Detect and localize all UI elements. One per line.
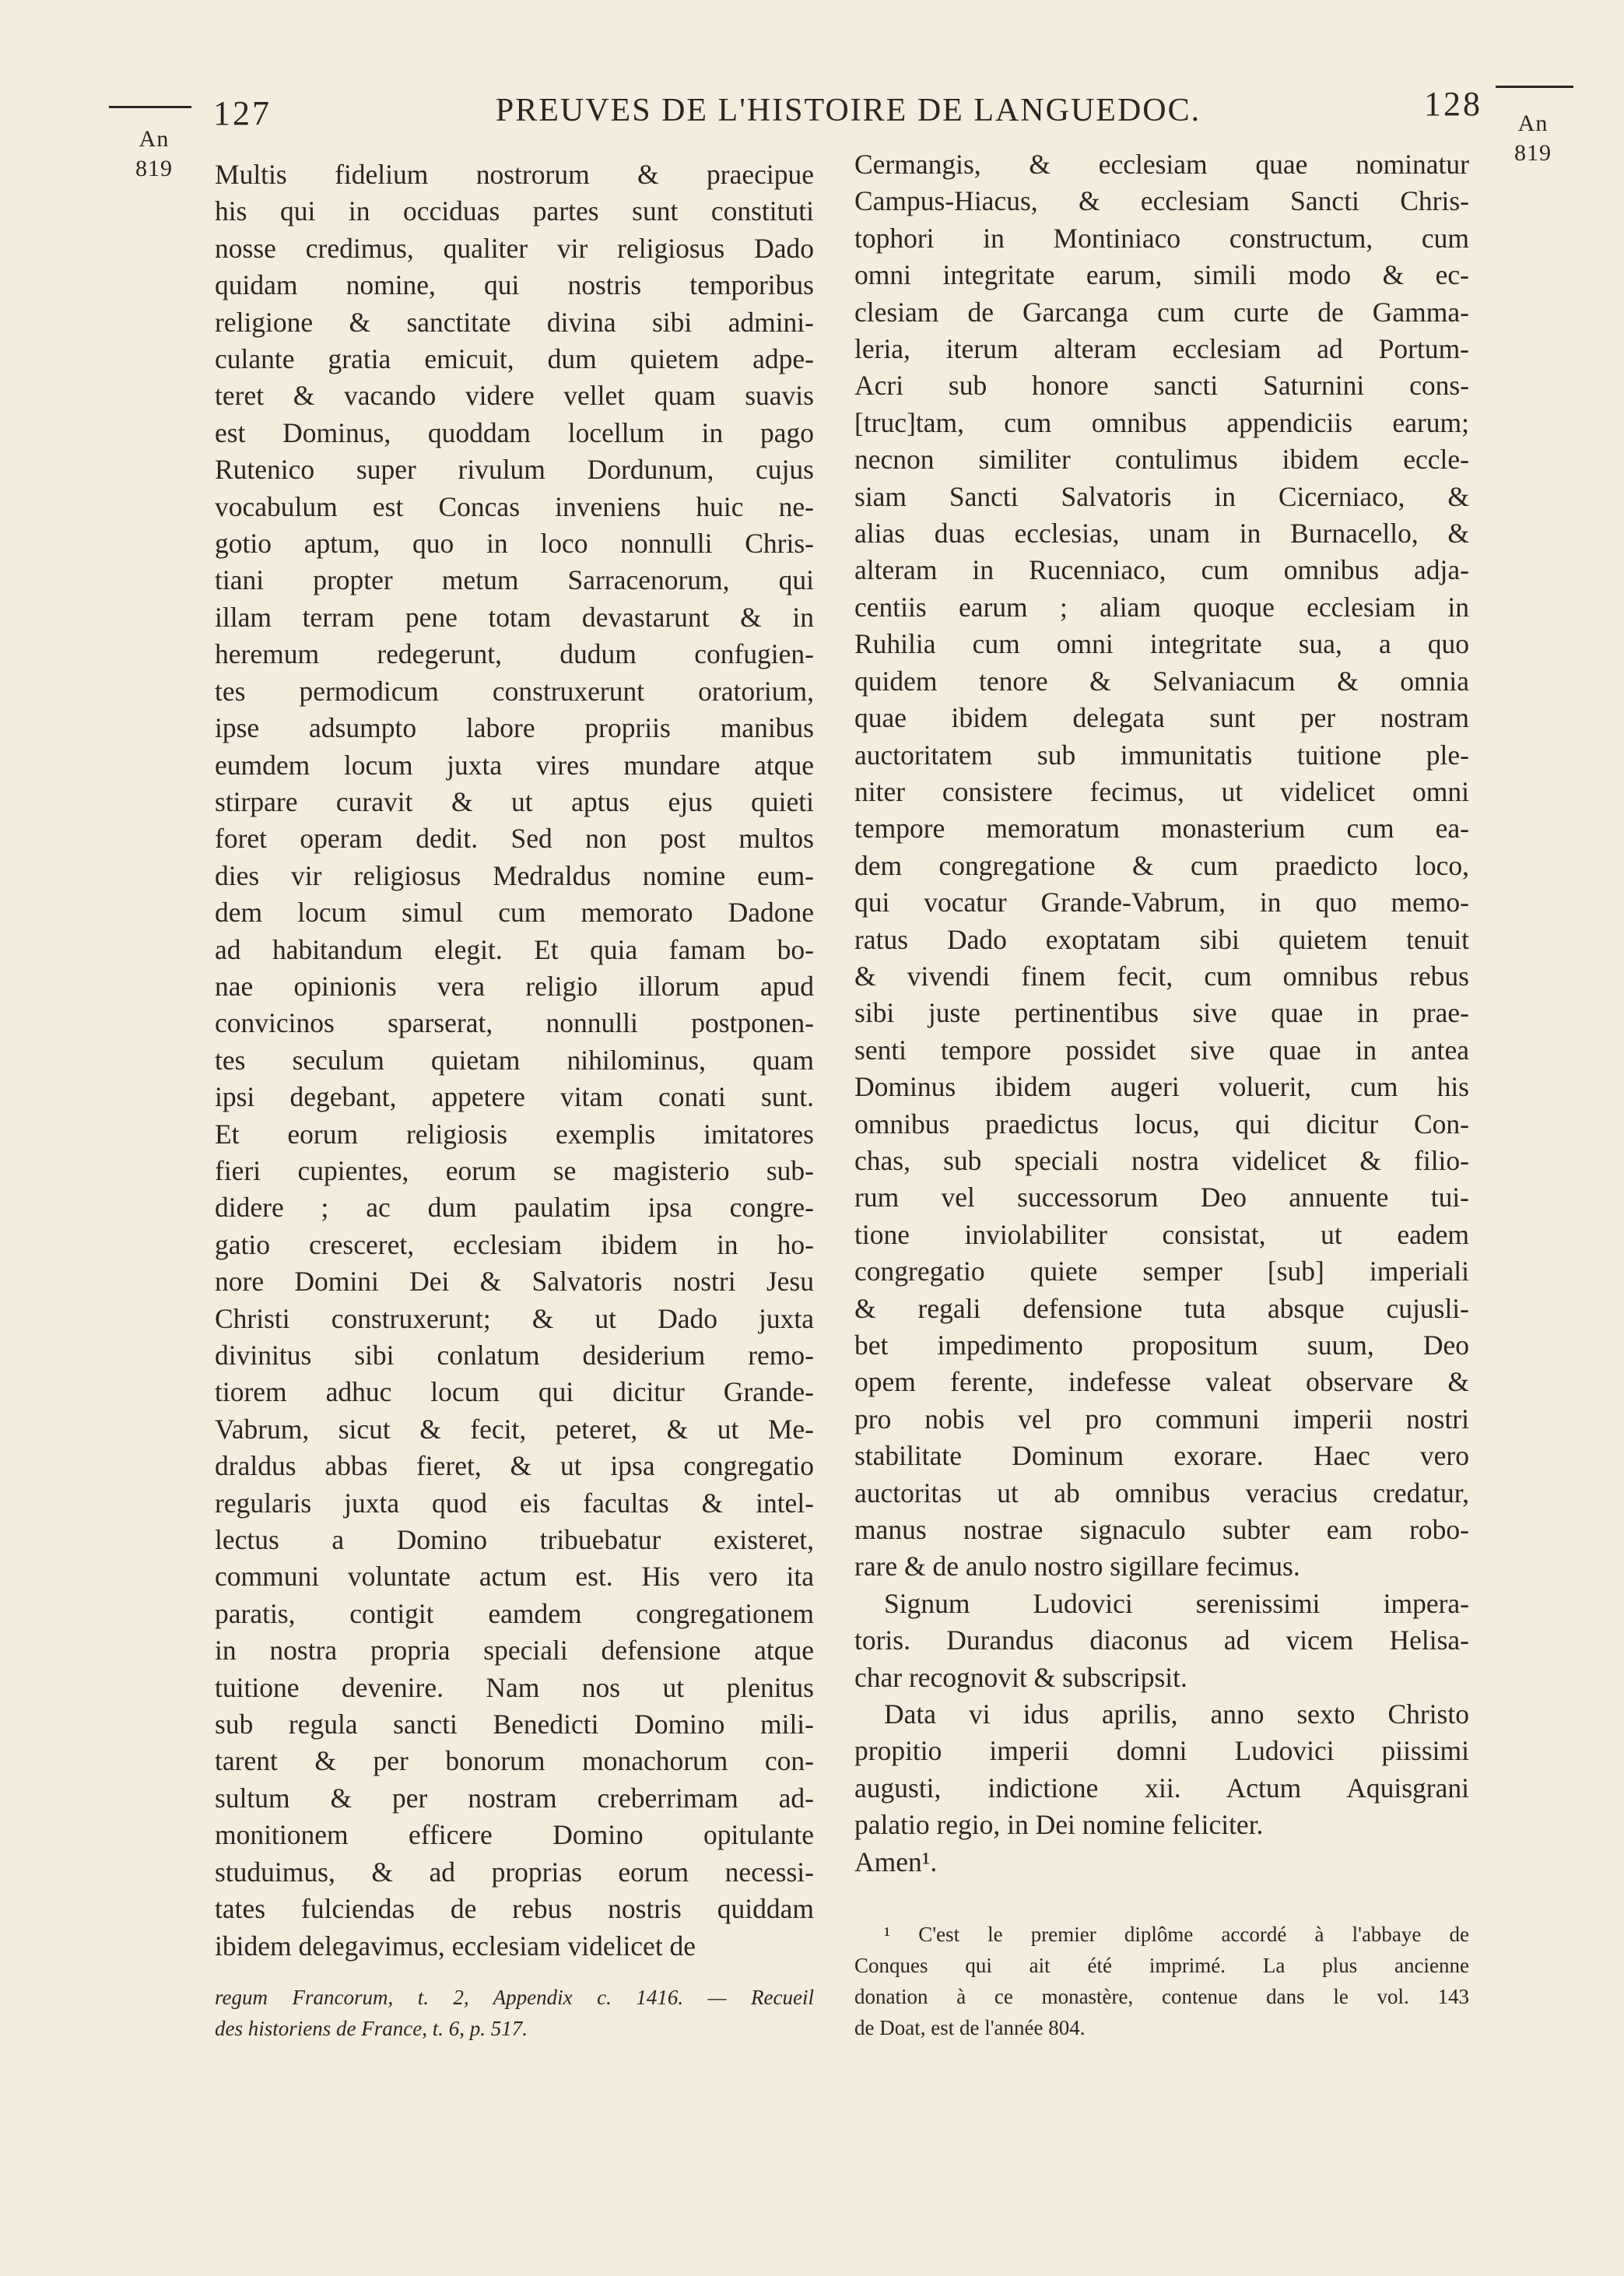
margin-rule-right bbox=[1496, 86, 1573, 88]
left-column-line: regularis juxta quod eis facultas & intel- bbox=[215, 1487, 814, 1519]
left-column-line: tiorem adhuc locum qui dicitur Grande- bbox=[215, 1376, 814, 1408]
signature-line: toris. Durandus diaconus ad vicem Helisa- bbox=[854, 1624, 1469, 1656]
footnote-right-line: ¹ C'est le premier diplôme accordé à l'abbaye de bbox=[884, 1923, 1469, 1946]
margin-rule-left bbox=[109, 106, 191, 108]
page-number-right: 128 bbox=[1424, 85, 1482, 123]
left-column-line: dies vir religiosus Medraldus nomine eum- bbox=[215, 859, 814, 891]
left-column-line: teret & vacando videre vellet quam suavis bbox=[215, 380, 814, 412]
margin-year-right bbox=[1502, 109, 1564, 168]
left-column-line: religione & sanctitate divina sibi admini- bbox=[215, 306, 814, 338]
footnote-right-line: de Doat, est de l'année 804. bbox=[854, 2016, 1086, 2039]
footnote-left bbox=[215, 1982, 814, 2044]
signature-line: char recognovit & subscripsit. bbox=[854, 1661, 1187, 1693]
left-column-line: nosse credimus, qualiter vir religiosus Dado bbox=[215, 232, 814, 264]
left-column-line: ipsi degebant, appetere vitam conati sunt. bbox=[215, 1081, 814, 1113]
footnote-right-line: Conques qui ait été imprimé. La plus ancienne bbox=[854, 1954, 1469, 1977]
left-column-line: studuimus, & ad proprias eorum necessi- bbox=[215, 1856, 814, 1888]
right-column-line: Acri sub honore sancti Saturnini cons- bbox=[854, 370, 1469, 402]
right-column-line: ratus Dado exoptatam sibi quietem tenuit bbox=[854, 923, 1469, 955]
left-column-line: ibidem delegavimus, ecclesiam videlicet de bbox=[215, 1930, 696, 1962]
right-column-line: Ruhilia cum omni integritate sua, a quo bbox=[854, 628, 1469, 660]
dating-line: propitio imperii domni Ludovici piissimi bbox=[854, 1735, 1469, 1767]
right-column-line: pro nobis vel pro communi imperii nostri bbox=[854, 1403, 1469, 1435]
right-column-line: quidem tenore & Selvaniacum & omnia bbox=[854, 665, 1469, 697]
left-column-line: Vabrum, sicut & fecit, peteret, & ut Me- bbox=[215, 1413, 814, 1445]
left-column-line: heremum redegerunt, dudum confugien- bbox=[215, 638, 814, 670]
left-column-line: divinitus sibi conlatum desiderium remo- bbox=[215, 1340, 814, 1371]
left-column-line: est Dominus, quoddam locellum in pago bbox=[215, 416, 814, 448]
dating-line: augusti, indictione xii. Actum Aquisgrani bbox=[854, 1772, 1469, 1804]
right-column-line: & regali defensione tuta absque cujusli- bbox=[854, 1292, 1469, 1324]
right-column-line: omni integritate earum, simili modo & ec- bbox=[854, 259, 1469, 291]
right-column-line: leria, iterum alteram ecclesiam ad Portum- bbox=[854, 333, 1469, 365]
left-column-line: in nostra propria speciali defensione atque bbox=[215, 1635, 814, 1667]
right-column-line: opem ferente, indefesse valeat observare & bbox=[854, 1366, 1469, 1398]
right-column-line: clesiam de Garcanga cum curte de Gamma- bbox=[854, 296, 1469, 328]
left-column-line: nae opinionis vera religio illorum apud bbox=[215, 970, 814, 1002]
left-column-line: sultum & per nostram creberrimam ad- bbox=[215, 1782, 814, 1814]
left-column-line: vocabulum est Concas inveniens huic ne- bbox=[215, 490, 814, 522]
margin-year-left bbox=[123, 125, 185, 184]
right-column-line: quae ibidem delegata sunt per nostram bbox=[854, 702, 1469, 734]
right-column-line: Cermangis, & ecclesiam quae nominatur bbox=[854, 149, 1469, 180]
left-column-line: ad habitandum elegit. Et quia famam bo- bbox=[215, 933, 814, 965]
left-column-line: quidam nomine, qui nostris temporibus bbox=[215, 269, 814, 301]
right-column-line: dem congregatione & cum praedicto loco, bbox=[854, 849, 1469, 881]
right-column-line: rare & de anulo nostro sigillare fecimus. bbox=[854, 1551, 1300, 1582]
left-column-line: dem locum simul cum memorato Dadone bbox=[215, 897, 814, 929]
right-column-line: tione inviolabiliter consistat, ut eadem bbox=[854, 1218, 1469, 1250]
dating-line: Amen¹. bbox=[854, 1846, 938, 1877]
right-column-line: senti tempore possidet sive quae in antea bbox=[854, 1034, 1469, 1066]
charter-text bbox=[854, 146, 1469, 1586]
left-column-line: ipse adsumpto labore propriis manibus bbox=[215, 712, 814, 744]
right-column-line: necnon similiter contulimus ibidem eccle- bbox=[854, 444, 1469, 476]
left-column-line: tiani propter metum Sarracenorum, qui bbox=[215, 564, 814, 596]
right-column-line: rum vel successorum Deo annuente tui- bbox=[854, 1182, 1469, 1214]
right-column-line: manus nostrae signaculo subter eam robo- bbox=[854, 1514, 1469, 1546]
footnote-right-line: donation à ce monastère, contenue dans le vol. 143 bbox=[854, 1985, 1469, 2008]
left-column-line: tes seculum quietam nihilominus, quam bbox=[215, 1044, 814, 1076]
left-column-line: nore Domini Dei & Salvatoris nostri Jesu bbox=[215, 1266, 814, 1298]
footnote-left-line: regum Francorum, t. 2, Appendix c. 1416. — Recueil bbox=[215, 1986, 814, 2009]
running-header: PREUVES DE L'HISTOIRE DE LANGUEDOC. bbox=[495, 93, 1201, 128]
left-column-line: Et eorum religiosis exemplis imitatores bbox=[215, 1118, 814, 1150]
right-column-line: bet impedimento propositum suum, Deo bbox=[854, 1329, 1469, 1361]
right-column-line: sibi juste pertinentibus sive quae in prae- bbox=[854, 997, 1469, 1029]
right-column-line: [truc]tam, cum omnibus appendiciis earum; bbox=[854, 406, 1469, 438]
left-column-line: lectus a Domino tribuebatur existeret, bbox=[215, 1524, 814, 1556]
left-column-line: paratis, contigit eamdem congregationem bbox=[215, 1597, 814, 1629]
left-column-line: communi voluntate actum est. His vero ita bbox=[215, 1561, 814, 1593]
right-column-line: auctoritas ut ab omnibus veracius credatur, bbox=[854, 1477, 1469, 1509]
dating-line: Data vi idus aprilis, anno sexto Christo bbox=[884, 1698, 1469, 1730]
left-column-line: Christi construxerunt; & ut Dado juxta bbox=[215, 1302, 814, 1334]
margin-year-right-value: 819 bbox=[1514, 140, 1552, 166]
right-column-line: congregatio quiete semper [sub] imperiali bbox=[854, 1256, 1469, 1287]
left-column-line: culante gratia emicuit, dum quietem adpe- bbox=[215, 343, 814, 375]
left-column bbox=[215, 156, 814, 1965]
dating-line: palatio regio, in Dei nomine feliciter. bbox=[854, 1809, 1264, 1841]
margin-label-right: An bbox=[1517, 111, 1549, 136]
right-column-line: siam Sancti Salvatoris in Cicerniaco, & bbox=[854, 480, 1469, 512]
left-column-line: eumdem locum juxta vires mundare atque bbox=[215, 749, 814, 781]
right-column-line: centiis earum ; aliam quoque ecclesiam in bbox=[854, 591, 1469, 623]
left-column-line: sub regula sancti Benedicti Domino mili- bbox=[215, 1709, 814, 1740]
signature-line: Signum Ludovici serenissimi impera- bbox=[884, 1587, 1469, 1619]
right-column-line: stabilitate Dominum exorare. Haec vero bbox=[854, 1440, 1469, 1472]
left-column-line: monitionem efficere Domino opitulante bbox=[215, 1819, 814, 1851]
margin-year-left-value: 819 bbox=[135, 156, 173, 181]
left-column-line: Multis fidelium nostrorum & praecipue bbox=[215, 159, 814, 190]
left-column-line: illam terram pene totam devastarunt & in bbox=[215, 601, 814, 633]
left-column-line: tarent & per bonorum monachorum con- bbox=[215, 1745, 814, 1777]
left-column-line: convicinos sparserat, nonnulli postponen- bbox=[215, 1007, 814, 1039]
left-column-line: gotio aptum, quo in loco nonnulli Chris- bbox=[215, 528, 814, 560]
page-number-left: 127 bbox=[213, 94, 272, 132]
right-column-line: tophori in Montiniaco constructum, cum bbox=[854, 222, 1469, 254]
left-column-line: fieri cupientes, eorum se magisterio sub- bbox=[215, 1154, 814, 1186]
right-column-line: alias duas ecclesias, unam in Burnacello, & bbox=[854, 518, 1469, 550]
left-column-line: draldus abbas fieret, & ut ipsa congregatio bbox=[215, 1450, 814, 1482]
left-column-line: tates fulciendas de rebus nostris quiddam bbox=[215, 1893, 814, 1925]
left-column-line: foret operam dedit. Sed non post multos bbox=[215, 823, 814, 855]
right-column-line: Campus-Hiacus, & ecclesiam Sancti Chris- bbox=[854, 185, 1469, 217]
left-column-line: Rutenico super rivulum Dordunum, cujus bbox=[215, 454, 814, 486]
right-column-line: tempore memoratum monasterium cum ea- bbox=[854, 813, 1469, 845]
left-column-line: tuitione devenire. Nam nos ut plenitus bbox=[215, 1671, 814, 1703]
right-column-line: qui vocatur Grande-Vabrum, in quo memo- bbox=[854, 887, 1469, 918]
right-column-line: auctoritatem sub immunitatis tuitione ple- bbox=[854, 739, 1469, 771]
left-column-line: didere ; ac dum paulatim ipsa congre- bbox=[215, 1192, 814, 1224]
dating-clause bbox=[854, 1696, 1469, 1881]
left-column-line: tes permodicum construxerunt oratorium, bbox=[215, 675, 814, 707]
right-column-line: omnibus praedictus locus, qui dicitur Con- bbox=[854, 1108, 1469, 1140]
right-column-line: niter consistere fecimus, ut videlicet omni bbox=[854, 775, 1469, 807]
footnote-left-line: des historiens de France, t. 6, p. 517. bbox=[215, 2017, 528, 2040]
left-column-line: stirpare curavit & ut aptus ejus quieti bbox=[215, 785, 814, 817]
footnote-right bbox=[854, 1919, 1469, 2043]
signature-block bbox=[854, 1586, 1469, 1696]
right-column-line: & vivendi finem fecit, cum omnibus rebus bbox=[854, 960, 1469, 992]
left-column-line: his qui in occiduas partes sunt constituti bbox=[215, 195, 814, 227]
margin-label-left: An bbox=[139, 126, 170, 152]
right-column-line: chas, sub speciali nostra videlicet & filio- bbox=[854, 1144, 1469, 1176]
right-column-line: alteram in Rucenniaco, cum omnibus adja- bbox=[854, 554, 1469, 586]
right-column bbox=[854, 146, 1469, 1881]
left-column-line: gatio cresceret, ecclesiam ibidem in ho- bbox=[215, 1228, 814, 1260]
right-column-line: Dominus ibidem augeri voluerit, cum his bbox=[854, 1071, 1469, 1103]
